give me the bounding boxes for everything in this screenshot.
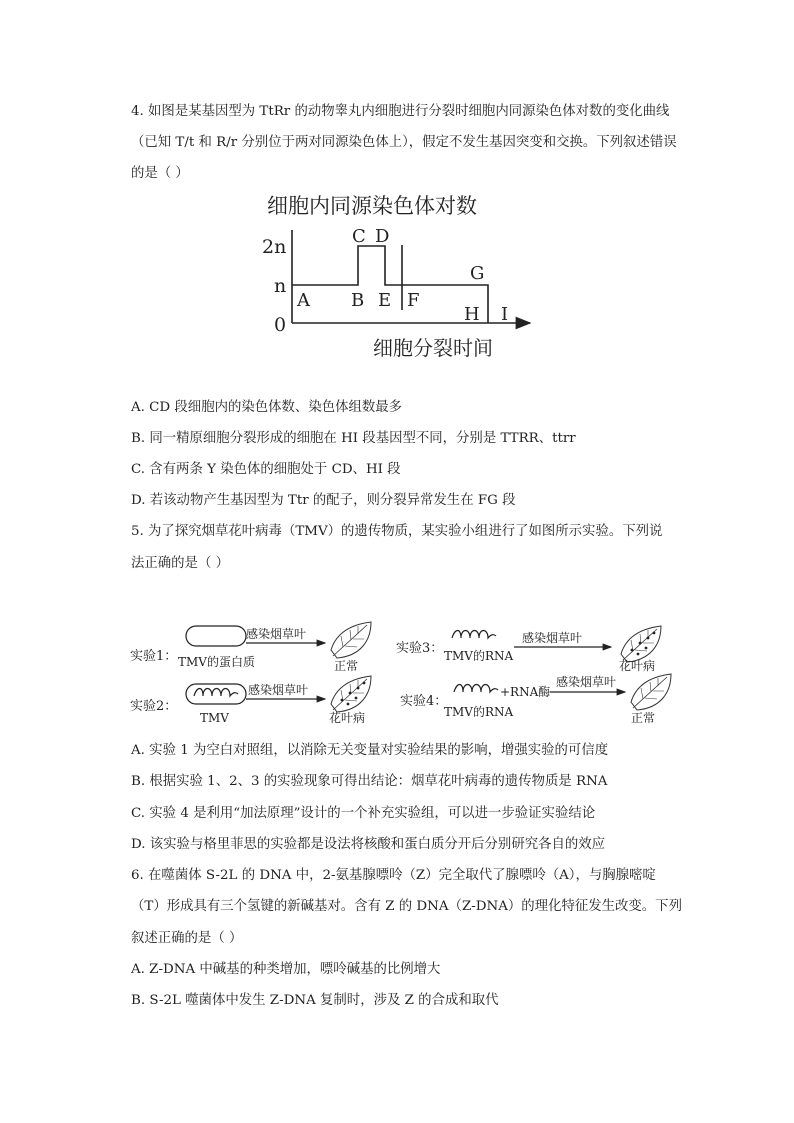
- exp4-label: 实验4：: [400, 694, 448, 709]
- point-label-h: H: [464, 304, 480, 325]
- q6-option-a: A. Z-DNA 中碱基的种类增加，嘌呤碱基的比例增大: [131, 962, 441, 977]
- point-label-d: D: [375, 226, 390, 247]
- exp3-item: TMV的RNA: [444, 649, 514, 663]
- exp4-item: TMV的RNA: [444, 705, 514, 719]
- exp1-result: 正常: [334, 659, 359, 673]
- q4-option-c: C. 含有两条 Y 染色体的细胞处于 CD、HI 段: [131, 462, 401, 477]
- exp1-item: TMV的蛋白质: [178, 655, 255, 669]
- y-label-0: 0: [274, 314, 287, 336]
- exp2-label: 实验2：: [130, 699, 178, 714]
- q6-stem-line-2: （T）形成具有三个氢键的新碱基对。含有 Z 的 DNA（Z-DNA）的理化特征发生改变。下列: [131, 899, 682, 914]
- q4-chromosome-pair-chart: [250, 185, 540, 363]
- exp1-leaf-icon: [331, 622, 371, 658]
- point-label-b: B: [351, 290, 365, 311]
- q5-option-d: D. 该实验与格里菲思的实验都是设法将核酸和蛋白质分开后分别研究各自的效应: [131, 837, 606, 852]
- q4-option-d: D. 若该动物产生基因型为 Ttr 的配子，则分裂异常发生在 FG 段: [131, 493, 516, 508]
- y-label-2n: 2n: [262, 236, 287, 258]
- point-label-a: A: [297, 290, 310, 311]
- exp4-arrow-label: 感染烟草叶: [556, 675, 617, 689]
- point-label-e: E: [378, 290, 392, 311]
- q6-stem-line-1: 6. 在噬菌体 S-2L 的 DNA 中，2-氨基腺嘌呤（Z）完全取代了腺嘌呤（A），与胸腺嘧啶: [131, 868, 656, 883]
- chart-x-label: 细胞分裂时间: [373, 336, 493, 360]
- exp3-arrow-label: 感染烟草叶: [522, 631, 583, 645]
- exp2-leaf-icon: [331, 676, 371, 712]
- exp3-result: 花叶病: [619, 659, 656, 673]
- exp1-label: 实验1：: [130, 649, 178, 664]
- point-label-c: C: [352, 226, 366, 247]
- q4-option-b: B. 同一精原细胞分裂形成的细胞在 HI 段基因型不同，分别是 TTRR、ttrr: [131, 431, 576, 446]
- exp2-result: 花叶病: [329, 711, 366, 725]
- q5-option-a: A. 实验 1 为空白对照组，以消除无关变量对实验结果的影响，增强实验的可信度: [131, 743, 609, 758]
- chart-title: 细胞内同源染色体对数: [267, 194, 477, 218]
- q6-option-b: B. S-2L 噬菌体中发生 Z-DNA 复制时，涉及 Z 的合成和取代: [131, 993, 499, 1008]
- point-label-f: F: [407, 290, 420, 311]
- q5-option-b: B. 根据实验 1、2、3 的实验现象可得出结论：烟草花叶病毒的遗传物质是 RNA: [131, 774, 608, 789]
- point-label-g: G: [470, 263, 485, 284]
- q5-stem-line-1: 5. 为了探究烟草花叶病毒（TMV）的遗传物质，某实验小组进行了如图所示实验。下列说: [131, 524, 663, 539]
- exp3-rna-icon: [452, 631, 496, 639]
- exp1-arrow-label: 感染烟草叶: [246, 627, 307, 641]
- point-label-i: I: [501, 304, 509, 325]
- exp4-leaf-icon: [631, 674, 671, 710]
- chart-curve: [292, 246, 488, 323]
- exp3-label: 实验3：: [396, 641, 444, 656]
- exp4-result: 正常: [631, 711, 656, 725]
- exp4-rna-icon: [454, 685, 498, 693]
- y-label-n: n: [274, 275, 287, 297]
- exp1-protein-capsule: [186, 626, 246, 646]
- q4-stem-line-3: 的是（ ）: [131, 166, 189, 181]
- exp2-arrow-label: 感染烟草叶: [248, 683, 309, 697]
- exp4-extra: +RNA酶: [500, 685, 551, 699]
- q4-option-a: A. CD 段细胞内的染色体数、染色体组数最多: [131, 400, 403, 415]
- q5-tmv-experiment-figure: [128, 618, 673, 730]
- exp3-leaf-icon: [621, 626, 661, 662]
- q4-stem-line-1: 4. 如图是某基因型为 TtRr 的动物睾丸内细胞进行分裂时细胞内同源染色体对数的变化曲线: [131, 104, 670, 119]
- q4-stem-line-2: （已知 T/t 和 R/r 分别位于两对同源染色体上），假定不发生基因突变和交换。下列叙述错误: [131, 135, 677, 150]
- q6-stem-line-3: 叙述正确的是（ ）: [131, 931, 243, 946]
- q5-stem-line-2: 法正确的是（ ）: [131, 556, 229, 571]
- q5-option-c: C. 实验 4 是利用“加法原理”设计的一个补充实验组，可以进一步验证实验结论: [131, 806, 596, 821]
- exp2-item: TMV: [200, 711, 229, 725]
